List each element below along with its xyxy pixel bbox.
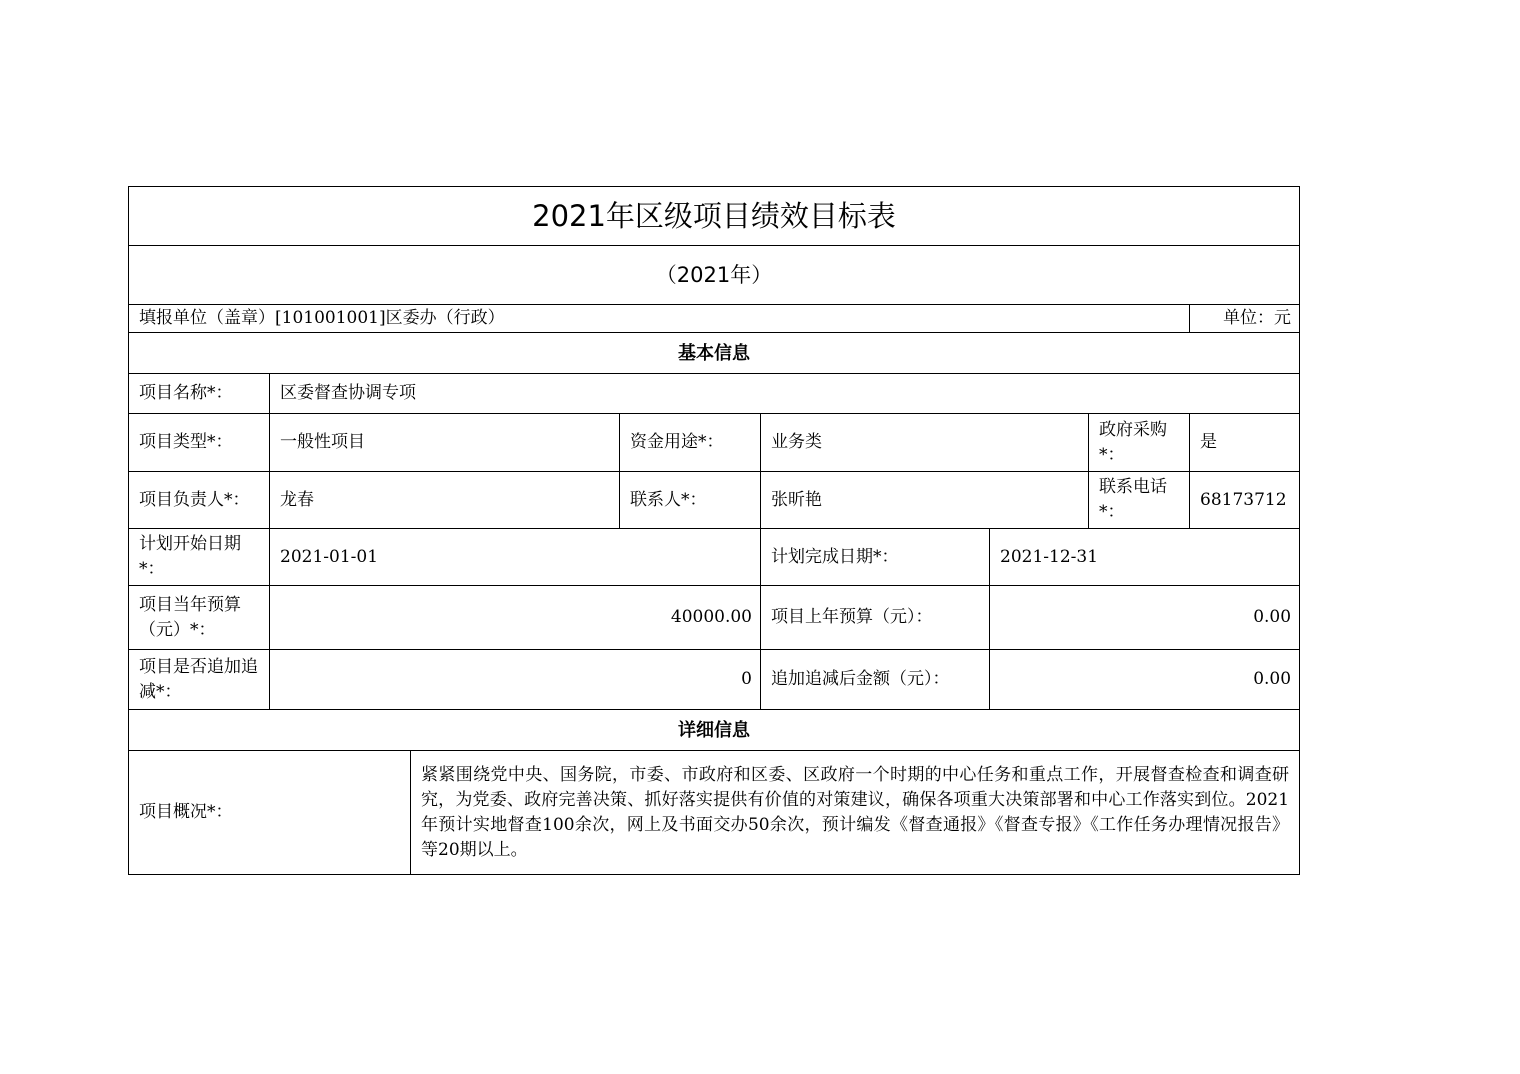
contact-label: 联系人*： [620, 472, 761, 529]
manager-label: 项目负责人*： [129, 472, 270, 529]
project-name-value: 区委督查协调专项 [270, 374, 1300, 414]
overview-label: 项目概况*： [129, 751, 411, 875]
budget-value: 40000.00 [270, 586, 761, 650]
page-title: 2021年区级项目绩效目标表 [129, 187, 1300, 246]
performance-target-table [128, 186, 1300, 875]
fund-use-label: 资金用途*： [620, 414, 761, 472]
phone-label: 联系电话*： [1089, 472, 1190, 529]
fund-use-value: 业务类 [761, 414, 1089, 472]
adjusted-amount-value: 0.00 [990, 650, 1300, 710]
project-name-label: 项目名称*： [129, 374, 270, 414]
start-date-value: 2021-01-01 [270, 529, 761, 586]
detail-info-header: 详细信息 [129, 710, 1300, 751]
project-type-value: 一般性项目 [270, 414, 620, 472]
project-type-label: 项目类型*： [129, 414, 270, 472]
adjust-value: 0 [270, 650, 761, 710]
adjusted-amount-label: 追加追减后金额（元）： [761, 650, 990, 710]
procurement-label: 政府采购*： [1089, 414, 1190, 472]
end-date-label: 计划完成日期*： [761, 529, 990, 586]
adjust-label: 项目是否追加追减*： [129, 650, 270, 710]
overview-value: 紧紧围绕党中央、国务院，市委、市政府和区委、区政府一个时期的中心任务和重点工作，开展督查检查和调查研究，为党委、政府完善决策、抓好落实提供有价值的对策建议，确保各项重大决策部署和中心工作落实到位。2021年预计实地督查100余次，网上及书面交办50余次，预计编发《督查通报》《督查专报》《工作任务办理情况报告》等20期以上。 [411, 751, 1300, 875]
reporting-unit: 填报单位（盖章）[101001001]区委办（行政） [129, 305, 1190, 333]
currency-unit: 单位：元 [1190, 305, 1300, 333]
prev-budget-label: 项目上年预算（元）： [761, 586, 990, 650]
basic-info-header: 基本信息 [129, 333, 1300, 374]
phone-value: 68173712 [1190, 472, 1300, 529]
start-date-label: 计划开始日期*： [129, 529, 270, 586]
end-date-value: 2021-12-31 [990, 529, 1300, 586]
manager-value: 龙春 [270, 472, 620, 529]
contact-value: 张昕艳 [761, 472, 1089, 529]
procurement-value: 是 [1190, 414, 1300, 472]
prev-budget-value: 0.00 [990, 586, 1300, 650]
page-subtitle: （2021年） [129, 246, 1300, 305]
budget-label: 项目当年预算（元）*： [129, 586, 270, 650]
